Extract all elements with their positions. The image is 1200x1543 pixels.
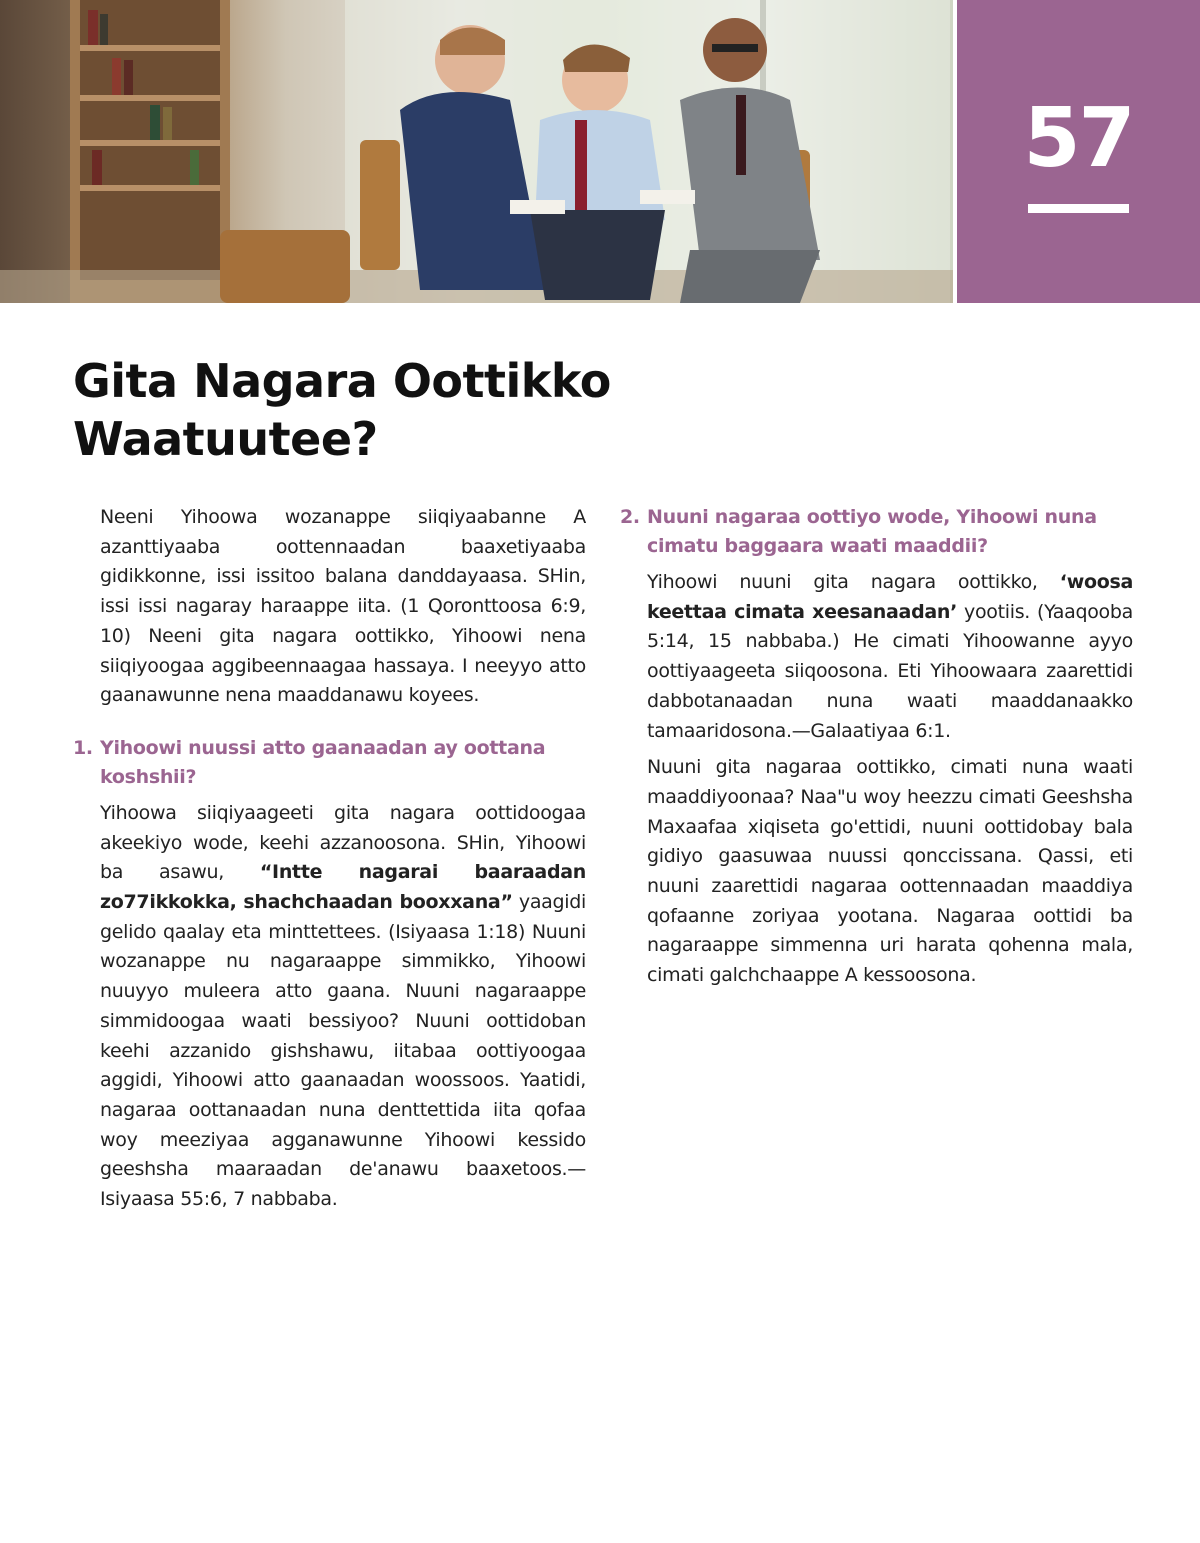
section-1-number: 1. <box>73 736 93 759</box>
section-1-text-a: Yihoowa siiqiyaageeti gita nagara oottidoogaa akeekiyo wode, keehi azzanoosona. SHin, Yihoowi ba asawu, <box>100 801 586 884</box>
photo-illustration <box>0 0 953 303</box>
section-2-heading <box>620 503 1133 561</box>
title-line-2: Waatuutee? <box>73 412 378 466</box>
page-title <box>73 352 773 468</box>
section-1-heading <box>73 734 586 792</box>
section-2-p1-text-a: Yihoowi nuuni gita nagara oottikko, <box>647 571 1060 593</box>
section-2-paragraph-2: Nuuni gita nagaraa oottikko, cimati nuna waati maaddiyoonaa? Naa"u woy heezzu cimati Geeshsha Maxaafaa xiqiseta go'ettidi, nuuni oottidobay bala gidiyo gaasuwaa nuussi qonccissana. Qassi, eti nuuni zaarettidi nagaraa oottennaadan maaddiya qofaanne zoriyaa yootana. Nagaraa oottidi ba nagaraappe simmenna uri harata qohenna mala, cimati galchchaappe A kessoosona. <box>647 756 1133 987</box>
section-2-number: 2. <box>620 506 640 528</box>
lesson-number: 57 <box>1023 91 1134 186</box>
section-2-heading-text: Nuuni nagaraa oottiyo wode, Yihoowi nuna cimatu baggaara waati maaddii? <box>647 506 1097 557</box>
section-1-bold-quote: “Intte nagarai baaraadan zo77ikkokka, shachchaadan booxxana” <box>100 861 586 914</box>
section-1-paragraph <box>100 799 586 1215</box>
title-line-1: Gita Nagara Oottikko <box>73 354 611 408</box>
section-1-text-b: yaagidi gelido qaalay eta minttettees. (Isiyaasa 1:18) Nuuni wozanappe nu nagaraappe simmikko, Yihoowi nuuyyo muleera atto gaana. Nuuni nagaraappe simmidoogaa waati bessiyoo? Nuuni oottidoban keehi azzanido gishshawu, iitabaa oottiyoogaa aggidi, Yihoowi atto gaanaadan woossoos. Yaatidi, nagaraa oottanaadan nuna denttettida iita qofaa woy meeziyaa agganawunne Yihoowi kessido geeshsha maaraadan de'anawu baaxetoos.—Isiyaasa 55:6, 7 nabbaba. <box>100 891 586 1211</box>
intro-paragraph: Neeni Yihoowa wozanappe siiqiyaabanne A azanttiyaaba oottennaadan baaxetiyaaba gidikkonne, issi issitoo balana danddayaasa. SHin, issi issi nagaray haraappe iita. (1 Qoronttoosa 6:9, 10) Neeni gita nagara oottikko, Yihoowi nena siiqiyoogaa aggibeennaagaa hassaya. I neeyyo atto gaanawunne nena maaddanawu koyees. <box>100 506 586 707</box>
left-column <box>73 503 586 1215</box>
header-photo <box>0 0 953 303</box>
section-2-p1-bold: ‘woosa keettaa cimata xeesanaadan’ <box>647 571 1133 623</box>
section-2-p1-text-b: yootiis. (Yaaqooba 5:14, 15 nabbaba.) He cimati Yihoowanne ayyo oottiyaageeta siiqoosona. Eti Yihoowaara zaarettidi dabbotanaadan nuna waati maaddanaakko tamaaridosona.—Galaatiyaa 6:1. <box>647 600 1133 742</box>
right-column <box>620 503 1133 991</box>
section-1-heading-text: Yihoowi nuussi atto gaanaadan ay oottana koshshii? <box>100 736 546 788</box>
section-2-paragraph-1 <box>647 568 1133 746</box>
lesson-number-block <box>957 0 1200 303</box>
lesson-number-underline <box>1028 204 1129 213</box>
